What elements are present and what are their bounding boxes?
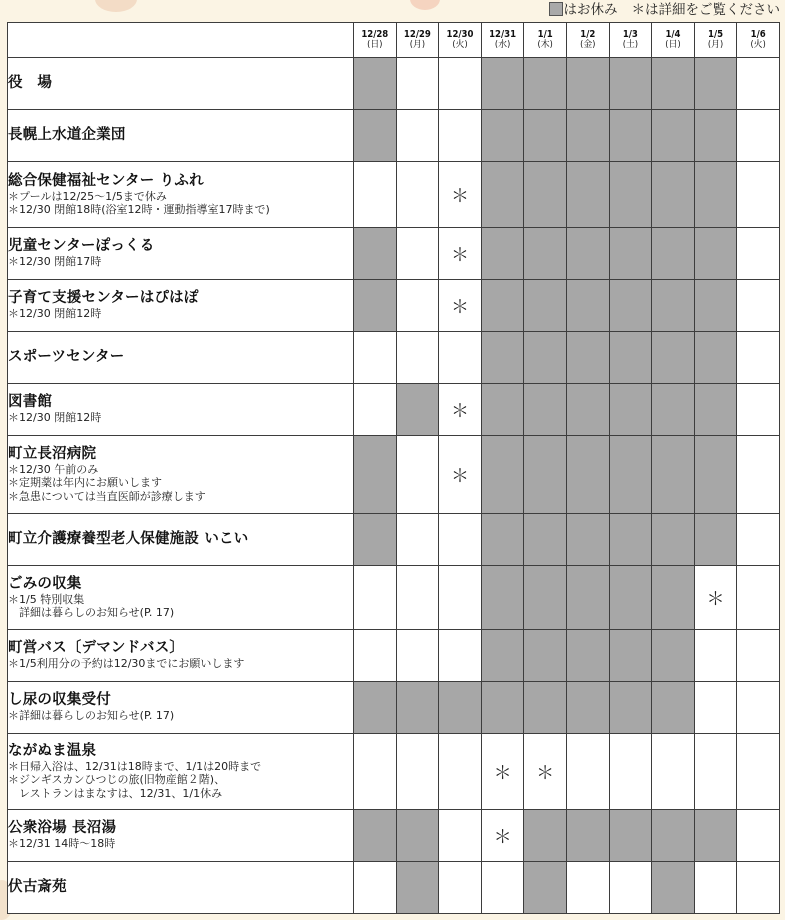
asterisk-icon: ＊ [536,762,555,784]
open-day-cell [396,436,439,514]
detail-day-cell [439,436,482,514]
closed-day-cell [652,228,695,280]
facility-note: ＊12/30 閉館18時(浴室12時・運動指導室17時まで) [8,203,270,216]
holiday-schedule-table [7,22,780,914]
closed-day-cell [609,280,652,332]
facility-name: 総合保健福祉センター りふれ [8,172,204,189]
legend-detail-label: ＊は詳細をご覧ください [631,2,780,18]
closed-day-cell [652,436,695,514]
closed-day-cell [652,682,695,734]
open-day-cell [737,384,780,436]
open-day-cell [439,110,482,162]
closed-day-cell [652,630,695,682]
facility-row [8,630,780,682]
asterisk-icon: ＊ [706,588,725,610]
closed-day-cell [566,566,609,630]
closed-day-cell [694,810,737,862]
facility-cell [8,810,354,862]
asterisk-icon: ＊ [450,400,469,422]
facility-row [8,384,780,436]
open-day-cell [396,734,439,810]
date-header [566,23,609,58]
header-corner [8,23,354,58]
open-day-cell [737,436,780,514]
closed-day-cell [609,682,652,734]
facility-cell [8,682,354,734]
facility-name: 町立介護療養型老人保健施設 いこい [8,531,249,547]
open-day-cell [439,332,482,384]
closed-day-cell [566,436,609,514]
open-day-cell [737,332,780,384]
open-day-cell [354,630,397,682]
closed-day-cell [609,436,652,514]
open-day-cell [737,630,780,682]
facility-cell [8,862,354,914]
facility-name: 役 場 [8,75,53,91]
closed-day-cell [481,384,524,436]
closed-day-cell [524,436,567,514]
open-day-cell [439,810,482,862]
facility-note: ＊詳細は暮らしのお知らせ(P. 17) [8,709,175,723]
schedule-body [8,58,780,914]
facility-note: ＊プールは12/25～1/5まで休み [8,189,167,203]
date-label: 12/28 [361,29,389,40]
facility-name: 児童センターぽっくる [8,238,155,255]
open-day-cell [737,58,780,110]
weekday-label: (火) [452,40,468,50]
legend-closed-label: はお休み [563,2,618,18]
closed-day-cell [694,436,737,514]
closed-day-cell [524,162,567,228]
date-label: 12/31 [489,29,517,40]
closed-day-cell [354,58,397,110]
header-row [8,23,780,58]
facility-note: ＊定期薬は年内にお願いします [8,476,162,490]
date-label: 12/30 [446,29,474,40]
facility-cell [8,58,354,110]
open-day-cell [439,862,482,914]
date-header [524,23,567,58]
date-header [694,23,737,58]
weekday-label: (土) [622,40,639,50]
closed-day-cell [524,630,567,682]
closed-swatch [549,2,563,16]
facility-row [8,110,780,162]
closed-day-cell [652,810,695,862]
closed-day-cell [609,162,652,228]
closed-day-cell [481,514,524,566]
facility-cell [8,228,354,280]
date-header [354,23,397,58]
facility-row [8,228,780,280]
closed-day-cell [524,332,567,384]
open-day-cell [396,110,439,162]
closed-day-cell [652,58,695,110]
closed-day-cell [481,162,524,228]
closed-day-cell [481,228,524,280]
open-day-cell [737,514,780,566]
closed-day-cell [566,58,609,110]
closed-day-cell [354,810,397,862]
detail-day-cell [481,734,524,810]
closed-day-cell [652,862,695,914]
facility-name: 公衆浴場 長沼湯 [8,820,117,837]
date-label: 1/3 [622,29,638,40]
closed-day-cell [609,566,652,630]
closed-day-cell [396,384,439,436]
open-day-cell [737,810,780,862]
facility-cell [8,384,354,436]
blossom-decoration [410,0,440,10]
open-day-cell [354,734,397,810]
date-header [396,23,439,58]
closed-day-cell [694,384,737,436]
open-day-cell [396,280,439,332]
closed-day-cell [694,332,737,384]
facility-name: ごみの収集 [8,575,82,592]
open-day-cell [737,566,780,630]
closed-day-cell [396,862,439,914]
closed-day-cell [354,110,397,162]
open-day-cell [737,734,780,810]
closed-day-cell [524,110,567,162]
asterisk-icon: ＊ [450,296,469,318]
facility-row [8,280,780,332]
closed-day-cell [524,862,567,914]
date-label: 1/6 [750,29,766,40]
facility-name: 長幌上水道企業団 [8,127,126,143]
closed-day-cell [566,630,609,682]
date-header [609,23,652,58]
facility-note: ＊12/30 閉館12時 [8,307,102,321]
asterisk-icon: ＊ [450,244,469,266]
closed-day-cell [481,58,524,110]
facility-note: ＊日帰入浴は、12/31は18時まで、1/1は20時まで [8,759,262,773]
facility-row [8,436,780,514]
closed-day-cell [694,280,737,332]
weekday-label: (月) [707,40,724,50]
facility-name: スポーツセンター [8,349,125,365]
closed-day-cell [524,58,567,110]
date-header [481,23,524,58]
closed-day-cell [354,280,397,332]
weekday-label: (水) [494,40,511,50]
facility-note: ＊急患については当直医師が診療します [8,489,206,503]
asterisk-icon: ＊ [493,826,512,848]
closed-day-cell [609,58,652,110]
open-day-cell [396,58,439,110]
closed-day-cell [652,384,695,436]
detail-day-cell [439,280,482,332]
open-day-cell [396,228,439,280]
open-day-cell [694,862,737,914]
closed-day-cell [652,566,695,630]
detail-day-cell [694,566,737,630]
closed-day-cell [609,630,652,682]
closed-day-cell [354,514,397,566]
open-day-cell [354,566,397,630]
closed-day-cell [396,810,439,862]
closed-day-cell [481,436,524,514]
closed-day-cell [481,630,524,682]
closed-day-cell [396,682,439,734]
legend [549,1,781,19]
facility-row [8,162,780,228]
facility-cell [8,332,354,384]
facility-cell [8,110,354,162]
open-day-cell [439,58,482,110]
closed-day-cell [609,332,652,384]
facility-cell [8,436,354,514]
closed-day-cell [481,110,524,162]
date-header [737,23,780,58]
closed-day-cell [609,514,652,566]
open-day-cell [694,682,737,734]
open-day-cell [566,862,609,914]
closed-day-cell [524,566,567,630]
open-day-cell [737,162,780,228]
closed-day-cell [354,682,397,734]
facility-name: 子育て支援センターはぴはぽ [8,290,199,307]
weekday-label: (月) [409,40,426,50]
closed-day-cell [566,280,609,332]
facility-row [8,58,780,110]
open-day-cell [737,280,780,332]
closed-day-cell [481,280,524,332]
facility-row [8,566,780,630]
closed-day-cell [652,280,695,332]
facility-note: ＊ジンギスカンひつじの旅(旧物産館２階)、 [8,773,226,787]
facility-row [8,734,780,810]
open-day-cell [396,162,439,228]
closed-day-cell [566,228,609,280]
date-header [439,23,482,58]
closed-day-cell [566,682,609,734]
facility-note: 詳細は暮らしのお知らせ(P. 17) [8,606,175,619]
open-day-cell [737,110,780,162]
facility-row [8,682,780,734]
closed-day-cell [566,384,609,436]
open-day-cell [439,734,482,810]
closed-day-cell [652,514,695,566]
closed-day-cell [524,384,567,436]
facility-cell [8,514,354,566]
open-day-cell [396,630,439,682]
closed-day-cell [524,228,567,280]
open-day-cell [354,332,397,384]
weekday-label: (火) [750,40,766,50]
open-day-cell [396,566,439,630]
asterisk-icon: ＊ [450,185,469,207]
asterisk-icon: ＊ [493,762,512,784]
facility-cell [8,734,354,810]
date-label: 12/29 [403,29,431,40]
closed-day-cell [652,162,695,228]
facility-cell [8,162,354,228]
closed-day-cell [694,58,737,110]
facility-note: ＊12/30 午前のみ [8,462,99,476]
closed-day-cell [609,228,652,280]
blossom-decoration [95,0,137,12]
closed-day-cell [566,110,609,162]
weekday-label: (日) [665,40,681,50]
asterisk-icon: ＊ [450,465,469,487]
facility-name: 伏古斎苑 [8,879,67,895]
closed-day-cell [609,110,652,162]
facility-row [8,862,780,914]
facility-row [8,514,780,566]
facility-note: ＊12/31 14時～18時 [8,837,116,851]
facility-cell [8,280,354,332]
date-label: 1/4 [665,29,681,40]
facility-note: ＊12/30 閉館12時 [8,411,102,425]
facility-name: ながぬま温泉 [8,742,97,759]
closed-day-cell [481,566,524,630]
closed-day-cell [481,332,524,384]
closed-day-cell [694,514,737,566]
open-day-cell [439,514,482,566]
open-day-cell [439,630,482,682]
closed-day-cell [694,162,737,228]
closed-day-cell [566,514,609,566]
open-day-cell [354,862,397,914]
open-day-cell [652,734,695,810]
closed-day-cell [439,682,482,734]
facility-row [8,332,780,384]
open-day-cell [566,734,609,810]
facility-name: し尿の収集受付 [8,692,111,709]
detail-day-cell [481,810,524,862]
closed-day-cell [566,332,609,384]
detail-day-cell [439,384,482,436]
closed-day-cell [694,228,737,280]
closed-day-cell [524,810,567,862]
open-day-cell [354,162,397,228]
open-day-cell [737,862,780,914]
weekday-label: (日) [367,40,383,50]
closed-day-cell [609,810,652,862]
closed-day-cell [524,514,567,566]
closed-day-cell [524,280,567,332]
facility-name: 町営バス〔デマンドバス〕 [8,640,185,657]
weekday-label: (木) [537,40,553,50]
open-day-cell [396,332,439,384]
closed-day-cell [694,110,737,162]
open-day-cell [609,862,652,914]
facility-name: 図書館 [8,394,53,411]
closed-day-cell [354,436,397,514]
weekday-label: (金) [580,40,596,50]
open-day-cell [481,862,524,914]
facility-name: 町立長沼病院 [8,445,97,462]
facility-cell [8,630,354,682]
closed-day-cell [566,810,609,862]
date-label: 1/2 [580,29,596,40]
detail-day-cell [524,734,567,810]
facility-row [8,810,780,862]
open-day-cell [439,566,482,630]
detail-day-cell [439,162,482,228]
date-label: 1/5 [708,29,724,40]
closed-day-cell [481,682,524,734]
facility-note: レストランはまなすは、12/31、1/1休み [8,786,223,800]
facility-note: ＊1/5 特別収集 [8,592,85,606]
open-day-cell [396,514,439,566]
closed-day-cell [566,162,609,228]
open-day-cell [694,630,737,682]
closed-day-cell [652,110,695,162]
open-day-cell [694,734,737,810]
open-day-cell [737,682,780,734]
open-day-cell [737,228,780,280]
open-day-cell [609,734,652,810]
facility-cell [8,566,354,630]
closed-day-cell [524,682,567,734]
date-label: 1/1 [537,29,553,40]
date-header [652,23,695,58]
facility-note: ＊12/30 閉館17時 [8,255,102,269]
detail-day-cell [439,228,482,280]
closed-day-cell [609,384,652,436]
facility-note: ＊1/5利用分の予約は12/30までにお願いします [8,657,245,671]
open-day-cell [354,384,397,436]
closed-day-cell [354,228,397,280]
closed-day-cell [652,332,695,384]
